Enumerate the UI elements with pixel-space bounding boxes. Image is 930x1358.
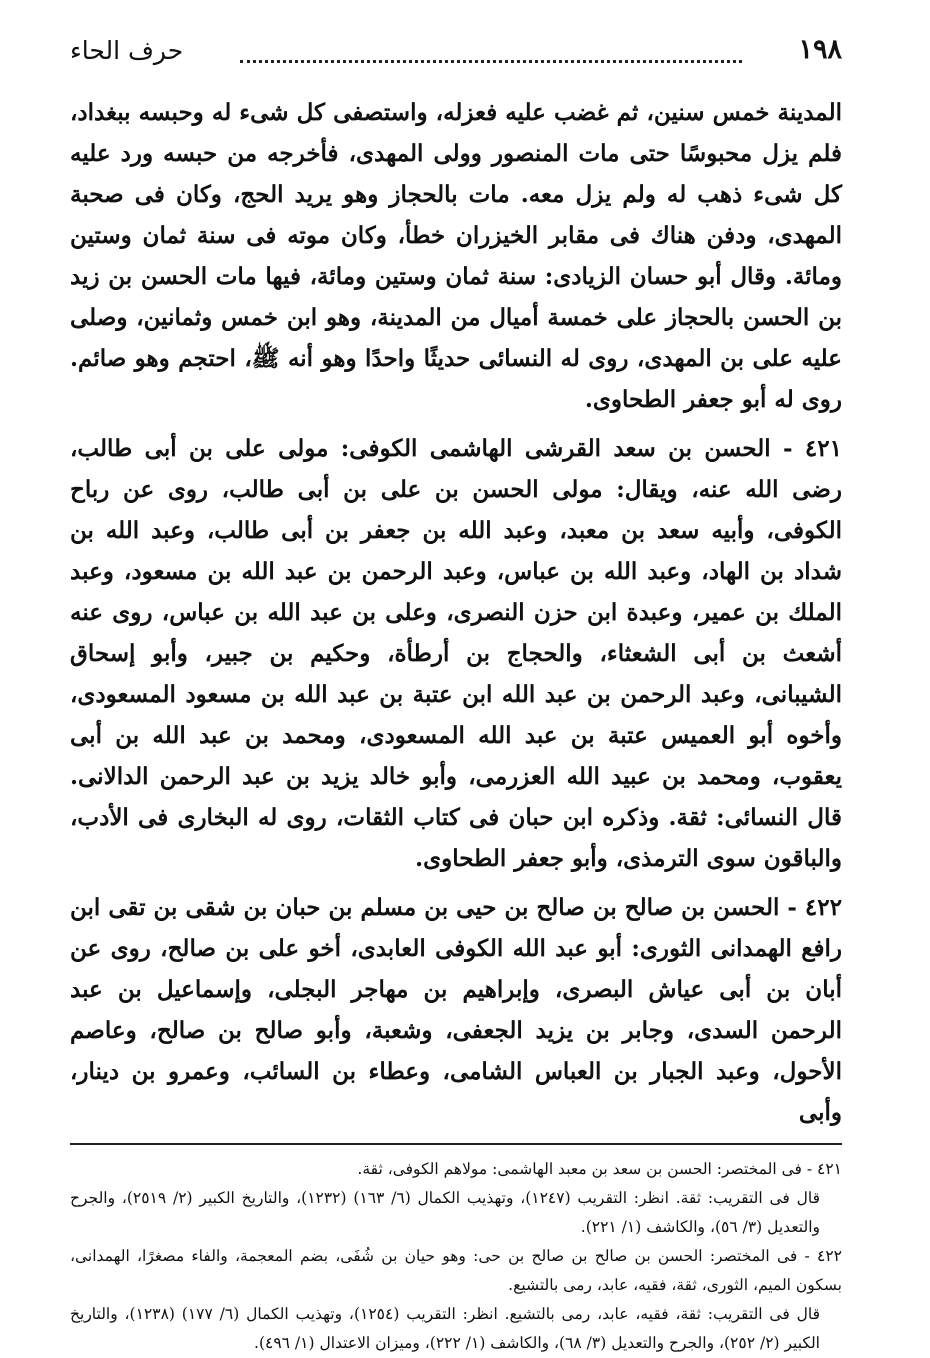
continuation-paragraph: المدينة خمس سنين، ثم غضب عليه فعزله، واستصفى كل شىء له وحبسه ببغداد، فلم يزل محبوسًا حتى مات المنصور وولى المهدى، فأخرجه من حبسه ورد عليه كل شىء ذهب له ولم يزل معه. مات بالحجاز وهو يريد الحج، وكان فى صحبة المهدى، ودفن هناك فى مقابر الخيزران خطأ، وكان موته فى سنة ثمان وستين ومائة. وقال أبو حسان الزيادى: سنة ثمان وستين ومائة، فيها مات الحسن بن زيد بن الحسن بالحجاز على خمسة أميال من المدينة، وهو ابن خمس وثمانين، وصلى عليه على بن المهدى، روى له النسائى حديثًا واحدًا وهو أنه ﷺ، احتجم وهو صائم. روى له أبو جعفر الطحاوى.: [70, 99, 842, 413]
footnote-422: ٤٢٢ - فى المختصر: الحسن بن صالح بن صالح بن حى: وهو حيان بن شُفَى، بضم المعجمة، والفاء مصغرًا، الهمدانى، بسكون الميم، الثورى، ثقة، فقيه، عابد، رمى بالتشيع.: [70, 1247, 842, 1294]
footnote-separator: [70, 1143, 842, 1145]
footnote-421-taqrib: قال فى التقريب: ثقة. انظر: التقريب (١٢٤٧)، وتهذيب الكمال (٦/ ١٦٣) (١٢٣٢)، والتاريخ الكبير (٢/ ٢٥١٩)، والجرح والتعديل (٣/ ٥٦)، والكاشف (١/ ٢٢١).: [70, 1189, 820, 1236]
entry-422: [70, 887, 842, 1133]
entry-422-number: ٤٢٢ -: [787, 894, 842, 921]
page-number: ١٩٨: [798, 34, 842, 65]
entry-422-text: الحسن بن صالح بن صالح بن حيى بن مسلم بن حبان بن شقى بن تقى ابن رافع الهمدانى الثورى: أبو عبد الله الكوفى العابدى، أخو على بن صالح، روى عن أبان بن أبى عياش البصرى، وإبراهيم بن مهاجر البجلى، وإسماعيل بن عبد الرحمن السدى، وجابر بن يزيد الجعفى، وشعبة، وأبو صالح بن صالح، وعاصم الأحول، وعبد الجبار بن العباس الشامى، وعطاء بن السائب، وعمرو بن دينار، وأبى: [70, 894, 842, 1126]
entry-421-text: الحسن بن سعد القرشى الهاشمى الكوفى: مولى على بن أبى طالب، رضى الله عنه، ويقال: مولى الحسن بن على بن أبى طالب، روى عن رباح الكوفى، وأبيه سعد بن معبد، وعبد الله بن جعفر بن أبى طالب، وعبد الله بن شداد بن الهاد، وعبد الله بن عباس، وعبد الرحمن بن عبد الله بن مسعود، وعبد الملك بن عمير، وعبدة ابن حزن النصرى، وعلى بن عبد الله بن عباس، روى عنه أشعث بن أبى الشعثاء، والحجاج بن أرطأة، وحكيم بن جبير، وأبو إسحاق الشيبانى، وعبد الرحمن بن عبد الله ابن عتبة بن عبد الله بن مسعود المسعودى، وأخوه أبو العميس عتبة بن عبد الله المسعودى، ومحمد بن عبد الله بن أبى يعقوب، ومحمد بن عبيد الله العزرمى، وأبو خالد يزيد بن عبد الرحمن الدالانى. قال النسائى: ثقة. وذكره ابن حبان فى كتاب الثقات، روى له البخارى فى الأدب، والباقون سوى الترمذى، وأبو جعفر الطحاوى.: [70, 435, 842, 872]
entry-421-number: ٤٢١ -: [783, 435, 842, 462]
header-dotted-leader: [240, 60, 742, 63]
footnotes: [70, 1155, 842, 1358]
chapter-title: حرف الحاء: [70, 36, 184, 65]
main-text: [70, 92, 842, 1133]
footnote-422-taqrib: قال فى التقريب: ثقة، فقيه، عابد، رمى بالتشيع. انظر: التقريب (١٢٥٤)، وتهذيب الكمال (٦/ ١٧٧) (١٢٣٨)، والتاريخ الكبير (٢/ ٢٥٢)، والجرح والتعديل (٣/ ٦٨)، والكاشف (١/ ٢٢٢)، وميزان الاعتدال (١/ ٤٩٦).: [70, 1305, 820, 1352]
running-header: [70, 30, 842, 70]
entry-421: [70, 428, 842, 879]
book-page: [70, 30, 842, 1352]
footnote-421: ٤٢١ - فى المختصر: الحسن بن سعد بن معبد الهاشمى: مولاهم الكوفى، ثقة.: [357, 1160, 842, 1178]
